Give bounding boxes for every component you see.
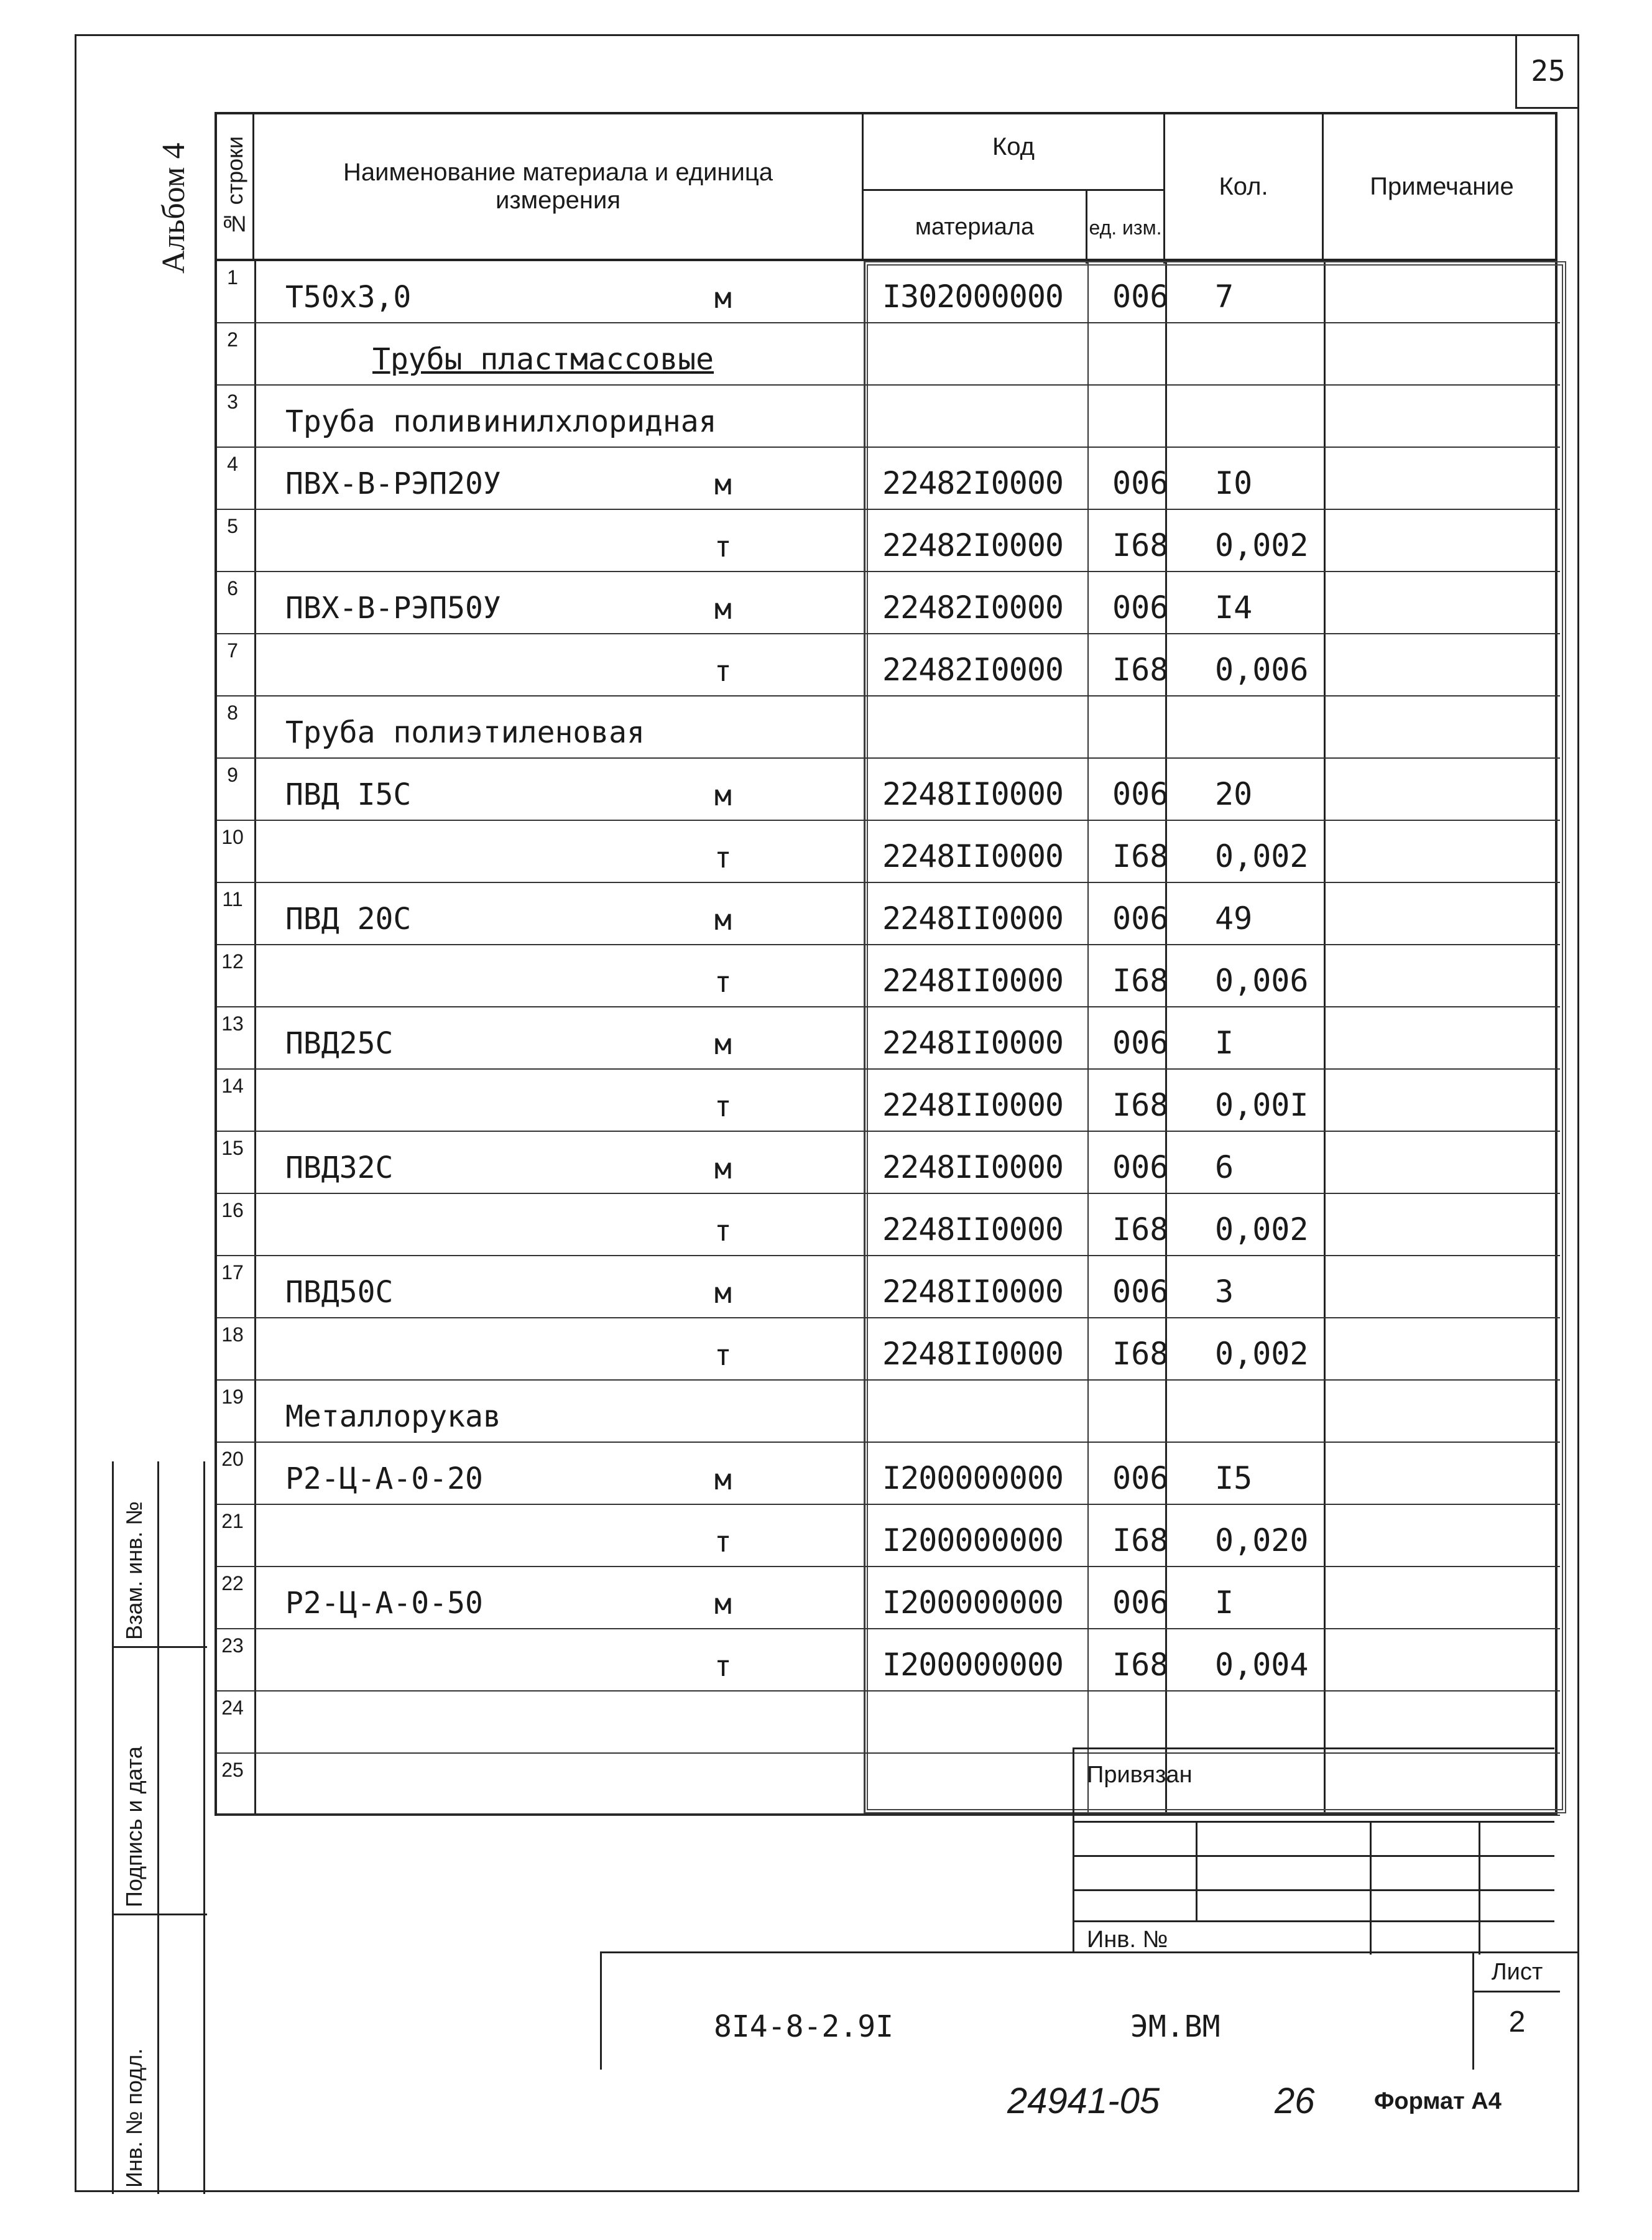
table-row <box>217 634 1560 697</box>
unit-code: I68 <box>1112 1211 1169 1247</box>
table-row <box>217 759 1560 821</box>
row-number: 4 <box>227 453 238 475</box>
row-number: 19 <box>221 1386 244 1408</box>
table-row <box>217 1505 1560 1567</box>
quantity: 0,002 <box>1215 527 1309 563</box>
unit-code: I68 <box>1112 1522 1169 1558</box>
unit: т <box>714 1525 732 1558</box>
row-number: 25 <box>221 1759 244 1781</box>
header-code-label: Код <box>992 133 1035 160</box>
material-name: Т50х3,0 <box>285 280 412 315</box>
material-code: 2248II0000 <box>882 776 1064 812</box>
material-name: ПВХ-В-РЭП20У <box>285 466 501 501</box>
archive-number: 24941-05 <box>1007 2081 1160 2121</box>
row-number: 3 <box>227 391 238 413</box>
unit: м <box>714 1587 732 1621</box>
quantity: 6 <box>1215 1149 1234 1185</box>
sheet-cell <box>1472 1953 1560 2070</box>
row-number: 16 <box>221 1199 244 1221</box>
table-row <box>217 1256 1560 1318</box>
row-number: 8 <box>227 701 238 724</box>
table-row <box>217 1194 1560 1256</box>
material-name: ПВД32С <box>285 1150 394 1185</box>
material-code: 22482I0000 <box>882 527 1064 563</box>
stamp-vzam <box>114 1461 207 1648</box>
inv-no-label: Инв. № <box>1087 1927 1168 1953</box>
unit: т <box>714 530 732 563</box>
header-code-unit: ед. изм. <box>1087 189 1165 264</box>
table-row <box>217 572 1560 634</box>
privyazan-vline <box>1370 1821 1372 1955</box>
title-block <box>600 1951 1579 2070</box>
unit-code: 006 <box>1112 465 1169 501</box>
quantity: I <box>1215 1025 1234 1061</box>
material-code: 2248II0000 <box>882 900 1064 937</box>
unit-code: 006 <box>1112 776 1169 812</box>
quantity: 3 <box>1215 1274 1234 1310</box>
unit-code: 006 <box>1112 1460 1169 1496</box>
privyazan-vline <box>1479 1821 1480 1955</box>
table-row <box>217 1070 1560 1132</box>
material-name: Труба поливинилхлоридная <box>285 404 717 439</box>
privyazan-line <box>1074 1855 1554 1857</box>
unit-code: I68 <box>1112 1336 1169 1372</box>
doc-code: ЭМ.ВМ <box>1130 2009 1221 2044</box>
stamp-podpis <box>114 1648 207 1915</box>
unit: м <box>714 1463 732 1496</box>
quantity: 0,00I <box>1215 1087 1309 1123</box>
material-code: 2248II0000 <box>882 1274 1064 1310</box>
stamp-split <box>157 1648 159 1914</box>
left-stamp <box>112 1461 205 2194</box>
unit-code: I68 <box>1112 838 1169 874</box>
row-number: 10 <box>221 826 244 848</box>
unit-code: 006 <box>1112 1149 1169 1185</box>
row-number: 24 <box>221 1696 244 1719</box>
unit-code: I68 <box>1112 652 1169 688</box>
row-number: 2 <box>227 328 238 351</box>
row-number: 20 <box>221 1448 244 1470</box>
stamp-inv-podl-label: Инв. № подл. <box>121 2048 147 2188</box>
quantity: I0 <box>1215 465 1253 501</box>
quantity: 7 <box>1215 279 1234 315</box>
table-row <box>217 323 1560 386</box>
unit: т <box>714 1090 732 1123</box>
unit-code: 006 <box>1112 1274 1169 1310</box>
unit: т <box>714 1649 732 1683</box>
quantity: 0,006 <box>1215 963 1309 999</box>
stamp-vzam-label: Взам. инв. № <box>121 1501 147 1640</box>
row-number: 17 <box>221 1261 244 1284</box>
unit: м <box>714 779 732 812</box>
unit: м <box>714 1027 732 1061</box>
privyazan-label: Привязан <box>1087 1762 1193 1788</box>
material-code: 2248II0000 <box>882 838 1064 874</box>
doc-number: 8I4-8-2.9I <box>714 2009 893 2044</box>
material-code: I200000000 <box>882 1522 1064 1558</box>
page-number: 26 <box>1275 2081 1315 2121</box>
unit-code: I68 <box>1112 1647 1169 1683</box>
unit-code: 006 <box>1112 900 1169 937</box>
quantity: 0,004 <box>1215 1647 1309 1683</box>
material-name: Р2-Ц-А-0-50 <box>285 1586 483 1621</box>
unit-code: I68 <box>1112 1087 1169 1123</box>
quantity: I4 <box>1215 590 1253 626</box>
material-name: ПВД I5С <box>285 777 412 812</box>
material-code: I200000000 <box>882 1585 1064 1621</box>
row-number: 13 <box>221 1012 244 1035</box>
material-code: 2248II0000 <box>882 1211 1064 1247</box>
unit-code: 006 <box>1112 1025 1169 1061</box>
stamp-podpis-label: Подпись и дата <box>121 1746 147 1907</box>
unit: м <box>714 592 732 626</box>
material-code: I200000000 <box>882 1647 1064 1683</box>
material-code: 22482I0000 <box>882 652 1064 688</box>
row-number: 23 <box>221 1634 244 1657</box>
quantity: 0,002 <box>1215 838 1309 874</box>
header-note: Примечание <box>1370 172 1514 200</box>
table-row <box>217 1007 1560 1070</box>
quantity: 0,020 <box>1215 1522 1309 1558</box>
table-row <box>217 697 1560 759</box>
unit-code: 006 <box>1112 590 1169 626</box>
privyazan-block <box>1073 1747 1554 1953</box>
material-code: 2248II0000 <box>882 963 1064 999</box>
table-row <box>217 821 1560 883</box>
row-number: 21 <box>221 1510 244 1532</box>
unit: т <box>714 965 732 999</box>
row-number: 22 <box>221 1572 244 1594</box>
row-number: 18 <box>221 1323 244 1346</box>
header-row-no: № строки <box>217 114 254 259</box>
table-body <box>215 261 1557 1816</box>
unit-code: I68 <box>1112 527 1169 563</box>
table-row <box>217 1567 1560 1629</box>
unit: т <box>714 1214 732 1247</box>
table-header <box>215 112 1557 261</box>
material-name: Трубы пластмассовые <box>372 342 714 377</box>
material-name: ПВД25С <box>285 1026 394 1061</box>
privyazan-line <box>1074 1821 1554 1823</box>
unit: м <box>714 468 732 501</box>
row-number: 15 <box>221 1137 244 1159</box>
unit: м <box>714 1276 732 1310</box>
stamp-split <box>157 1915 159 2194</box>
unit: т <box>714 654 732 688</box>
table-row <box>217 1318 1560 1381</box>
quantity: 0,002 <box>1215 1211 1309 1247</box>
quantity: 20 <box>1215 776 1253 812</box>
format-label: Формат А4 <box>1374 2088 1502 2114</box>
row-number: 12 <box>221 950 244 973</box>
material-name: Р2-Ц-А-0-20 <box>285 1461 483 1496</box>
privyazan-line <box>1074 1920 1554 1922</box>
sheet-corner-number: 25 <box>1515 34 1579 109</box>
unit: м <box>714 903 732 937</box>
table-row <box>217 448 1560 510</box>
stamp-split <box>157 1461 159 1646</box>
table-row <box>217 1443 1560 1505</box>
stamp-inv-podl <box>114 1915 207 2194</box>
album-label: Альбом 4 <box>156 142 192 274</box>
unit: т <box>714 1338 732 1372</box>
table-row <box>217 1132 1560 1194</box>
table-row <box>217 386 1560 448</box>
unit-code: 006 <box>1112 1585 1169 1621</box>
material-code: 22482I0000 <box>882 465 1064 501</box>
table-row <box>217 1381 1560 1443</box>
quantity: 0,002 <box>1215 1336 1309 1372</box>
header-name: Наименование материала и единица измерения <box>254 114 864 259</box>
sheet-label: Лист <box>1474 1953 1560 1992</box>
row-number: 5 <box>227 515 238 537</box>
material-name: ПВД 20С <box>285 902 412 937</box>
sheet-value: 2 <box>1508 2006 1526 2039</box>
material-name: ПВХ-В-РЭП50У <box>285 591 501 626</box>
quantity: 0,006 <box>1215 652 1309 688</box>
row-number: 14 <box>221 1075 244 1097</box>
row-number: 11 <box>222 888 243 910</box>
quantity: I <box>1215 1585 1234 1621</box>
row-number: 1 <box>227 266 238 289</box>
material-code: 22482I0000 <box>882 590 1064 626</box>
material-code: 2248II0000 <box>882 1087 1064 1123</box>
material-code: 2248II0000 <box>882 1336 1064 1372</box>
table-row <box>217 1692 1560 1754</box>
material-code: 2248II0000 <box>882 1025 1064 1061</box>
material-name: Труба полиэтиленовая <box>285 715 645 750</box>
header-code-material: материала <box>864 189 1087 264</box>
table-row <box>217 261 1560 323</box>
privyazan-vline <box>1196 1821 1197 1920</box>
material-code: I302000000 <box>882 279 1064 315</box>
material-name: Металлорукав <box>285 1399 501 1434</box>
unit-code: 006 <box>1112 279 1169 315</box>
quantity: 49 <box>1215 900 1253 937</box>
unit-code: I68 <box>1112 963 1169 999</box>
material-code: 2248II0000 <box>882 1149 1064 1185</box>
header-qty: Кол. <box>1165 114 1324 259</box>
material-name: ПВД50С <box>285 1275 394 1310</box>
material-code: I200000000 <box>882 1460 1064 1496</box>
row-number: 6 <box>227 577 238 599</box>
unit: м <box>714 281 732 315</box>
privyazan-line <box>1074 1889 1554 1891</box>
row-number: 7 <box>227 639 238 662</box>
unit: м <box>714 1152 732 1185</box>
table-row <box>217 510 1560 572</box>
table-row <box>217 883 1560 945</box>
table-row <box>217 945 1560 1007</box>
unit: т <box>714 841 732 874</box>
quantity: I5 <box>1215 1460 1253 1496</box>
row-number: 9 <box>227 764 238 786</box>
table-row <box>217 1629 1560 1692</box>
